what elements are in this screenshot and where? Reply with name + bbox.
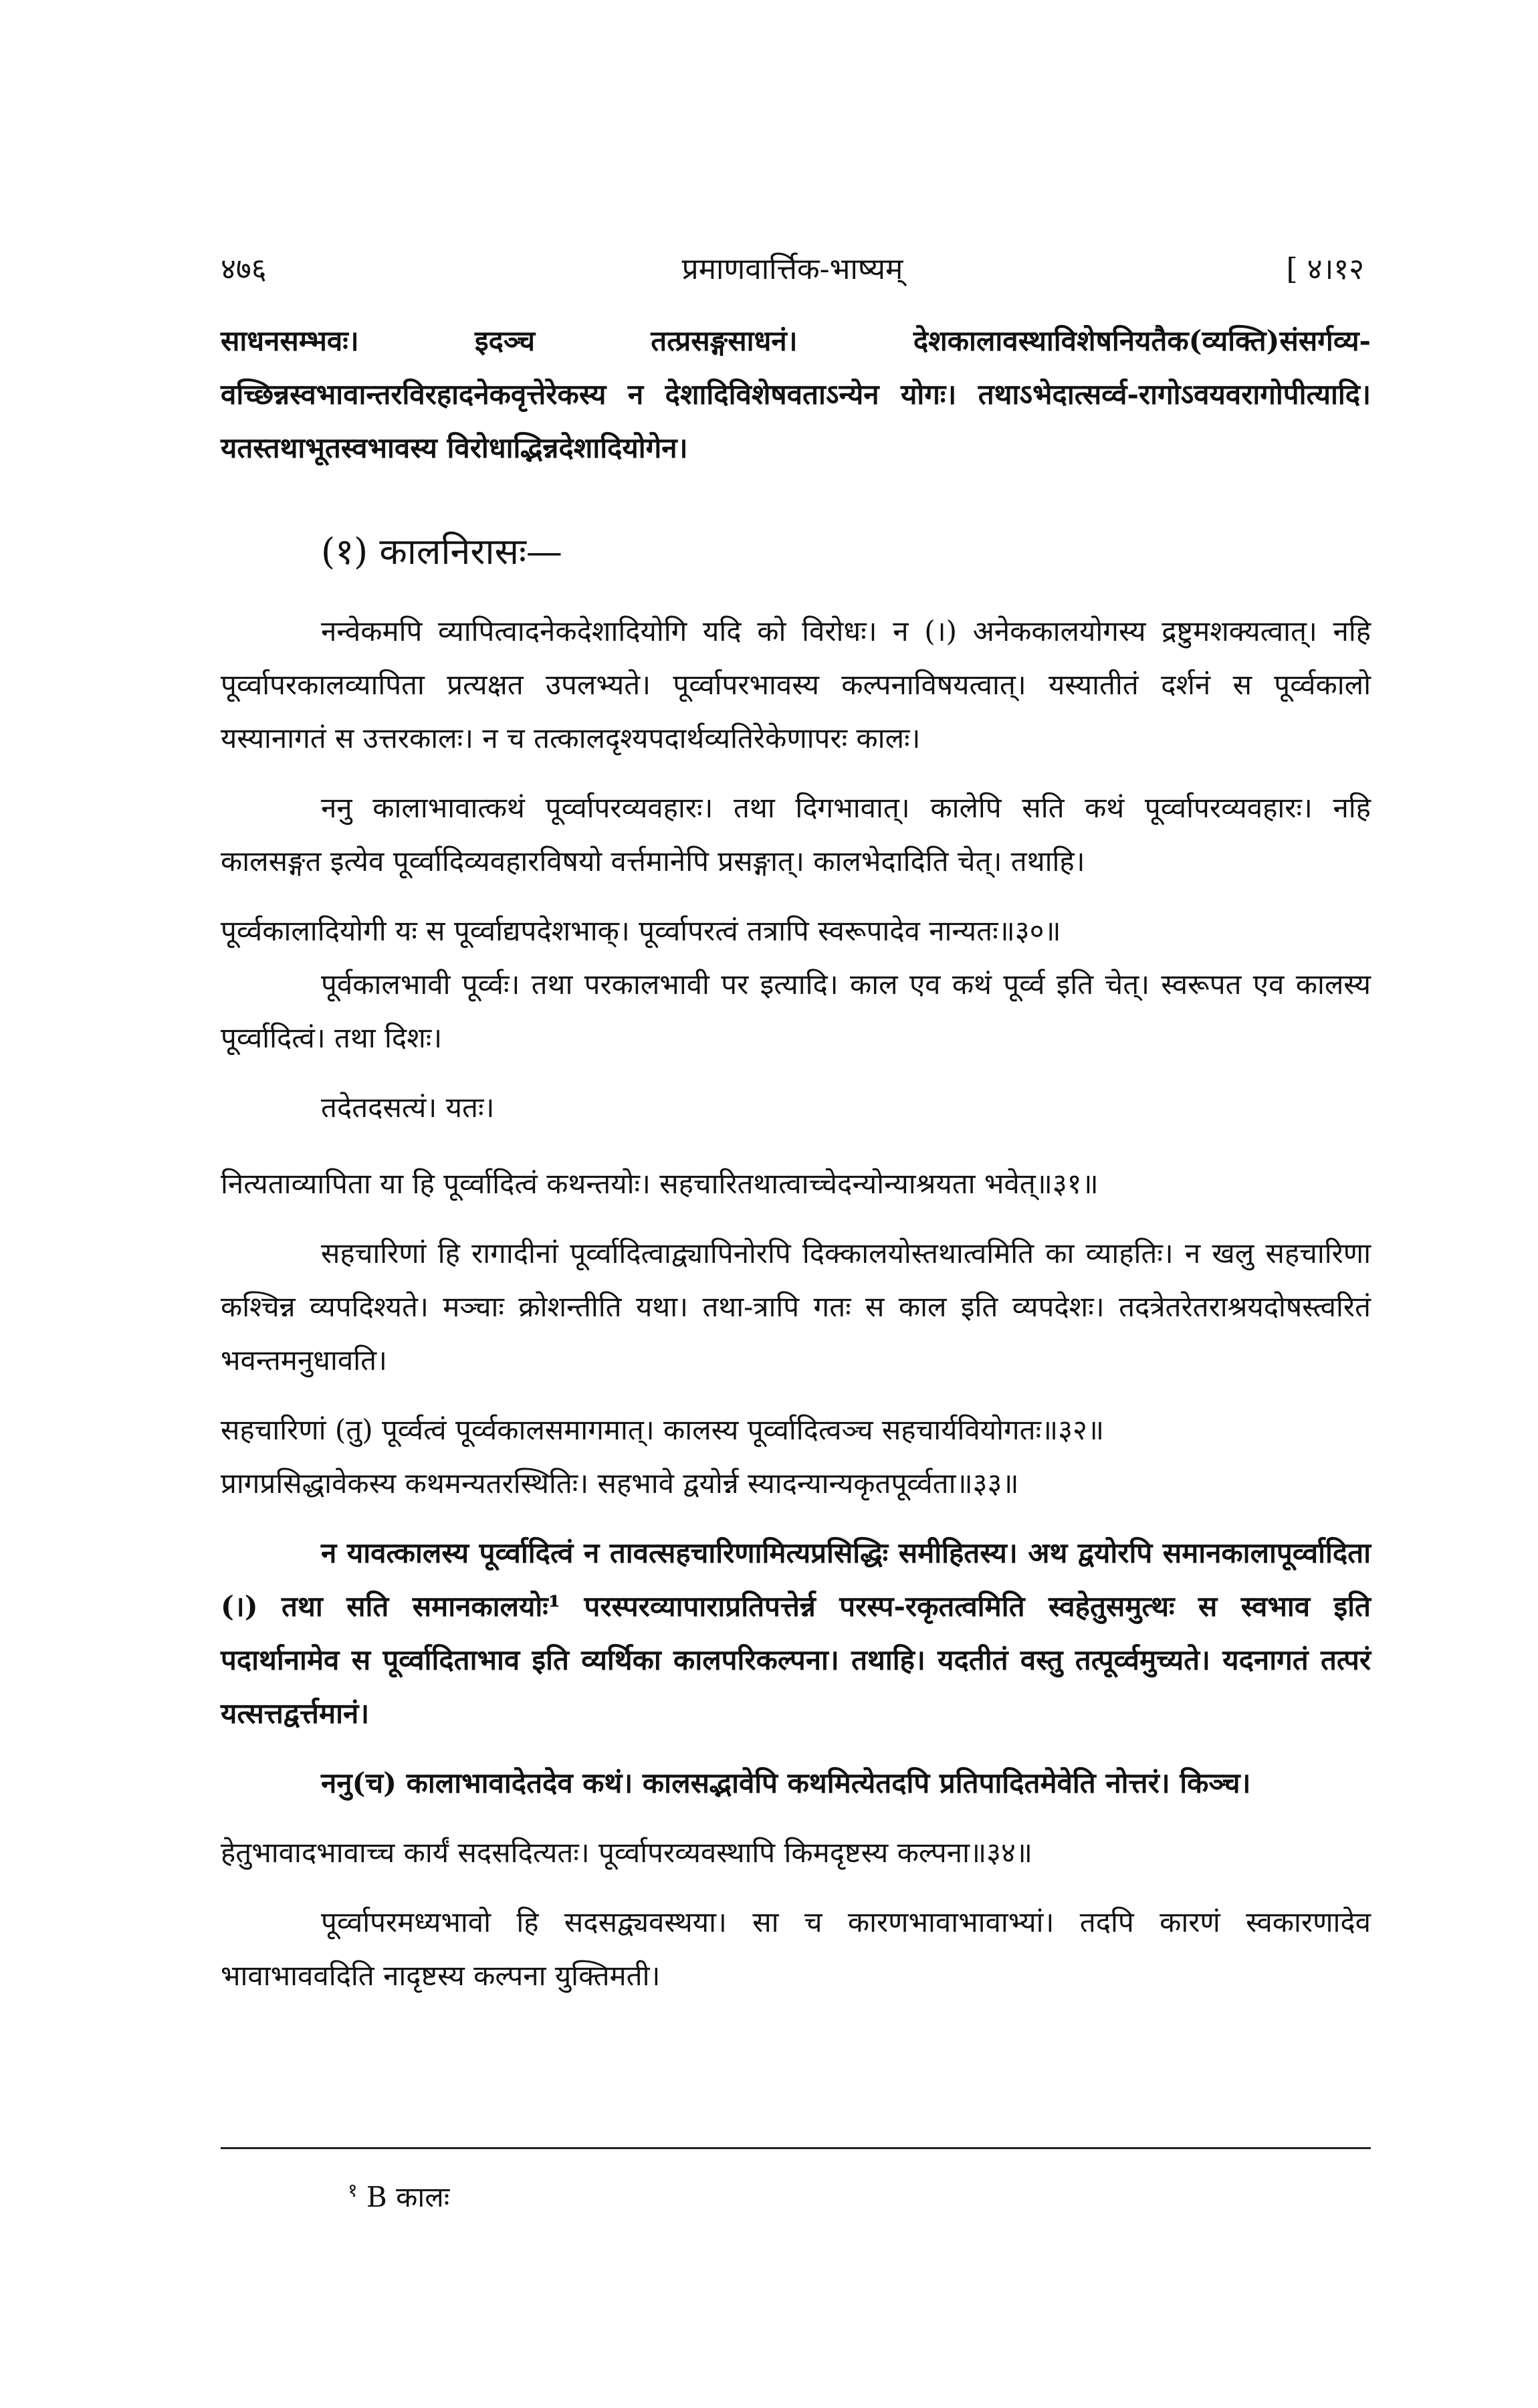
section-heading: (१) कालनिरासः— (321, 530, 562, 573)
verse: हेतुभावादभावाच्च कार्यं सदसदित्यतः। पूर्व्वापरव्यवस्थापि किमदृष्टस्य कल्पना॥३४॥ (221, 1836, 1032, 1869)
running-title: प्रमाणवार्त्तिक-भाष्यम् (681, 252, 903, 286)
paragraph: नन्वेकमपि व्यापित्वादनेकदेशादियोगि यदि को विरोधः। न (।) अनेककालयोगस्य द्रष्टुमशक्यत्वात्। नहि पूर्व्वापरकालव्यापिता प्रत्यक्षत उपलभ्यते। पूर्व्वापरभावस्य कल्पनाविषयत्वात्। यस्यातीतं दर्शनं स पूर्व्वकालो यस्यानागतं स उत्तरकालः। न च तत्कालदृश्यपदार्थव्यतिरेकेणापरः कालः। (221, 615, 1371, 755)
page-body (221, 314, 1371, 2003)
verse: सहचारिणां (तु) पूर्व्वत्वं पूर्व्वकालसमागमात्। कालस्य पूर्व्वादित्वञ्च सहचार्यवियोगतः॥३२॥ (221, 1413, 1105, 1446)
footnote-divider (221, 2147, 1371, 2149)
opening-paragraph: साधनसम्भवः। इदञ्च तत्प्रसङ्गसाधनं। देशकालावस्थाविशेषनियतैक(व्यक्ति)संसर्गव्य-वच्छिन्नस्वभावान्तरविरहादनेकवृत्तेरेकस्य न देशादिविशेषवताऽन्येन योगः। तथाऽभेदात्सर्व्व-रागोऽवयवरागोपीत्यादि। यतस्तथाभूतस्वभावस्य विरोधाद्भिन्नदेशादियोगेन। (221, 324, 1371, 464)
section-reference: [ ४।१२ (1286, 252, 1364, 286)
paragraph: ननु कालाभावात्कथं पूर्व्वापरव्यवहारः। तथा दिगभावात्। कालेपि सति कथं पूर्व्वापरव्यवहारः। नहि कालसङ्गत इत्येव पूर्व्वादिव्यवहारविषयो वर्त्तमानेपि प्रसङ्गात्। कालभेदादिति चेत्। तथाहि। (221, 791, 1371, 878)
footnote (348, 2167, 449, 2221)
footnote-text: B कालः (366, 2181, 450, 2213)
running-header (221, 247, 1364, 294)
paragraph: सहचारिणां हि रागादीनां पूर्व्वादित्वाद्व्यापिनोरपि दिक्कालयोस्तथात्वमिति का व्याहतिः। न खलु सहचारिणा कश्चिन्न व्यपदिश्यते। मञ्चाः क्रोशन्तीति यथा। तथा-त्रापि गतः स काल इति व्यपदेशः। तदत्रेतरेतराश्रयदोषस्त्वरितं भवन्तमनुधावति। (221, 1237, 1371, 1377)
verse: प्रागप्रसिद्धावेकस्य कथमन्यतरस्थितिः। सहभावे द्वयोर्न्न स्यादन्यान्यकृतपूर्व्वता॥३३॥ (221, 1467, 1019, 1500)
paragraph: तदेतदसत्यं। यतः। (321, 1091, 495, 1124)
paragraph: पूर्व्वापरमध्यभावो हि सदसद्व्यवस्थया। सा च कारणभावाभावाभ्यां। तदपि कारणं स्वकारणादेव भावाभाववदिति नादृष्टस्य कल्पना युक्तिमती। (221, 1906, 1371, 1992)
footnote-mark: १ (348, 2179, 358, 2201)
verse: पूर्व्वकालादियोगी यः स पूर्व्वाद्यपदेशभाक्। पूर्व्वापरत्वं तत्रापि स्वरूपादेव नान्यतः॥३०॥ (221, 914, 1061, 947)
verse: नित्यताव्यापिता या हि पूर्व्वादित्वं कथन्तयोः। सहचारितथात्वाच्चेदन्योन्याश्रयता भवेत्॥३१॥ (221, 1167, 1099, 1200)
page-number: ४७६ (221, 252, 267, 286)
paragraph: ननु(च) कालाभावादेतदेव कथं। कालसद्भावेपि कथमित्येतदपि प्रतिपादितमेवेति नोत्तरं। किञ्च। (321, 1767, 1251, 1799)
paragraph: पूर्वकालभावी पूर्व्वः। तथा परकालभावी पर इत्यादि। काल एव कथं पूर्व्व इति चेत्। स्वरूपत एव कालस्य पूर्व्वादित्वं। तथा दिशः। (221, 968, 1371, 1054)
paragraph: न यावत्कालस्य पूर्व्वादित्वं न तावत्सहचारिणामित्यप्रसिद्धिः समीहितस्य। अथ द्वयोरपि समानकालापूर्व्वादिता (।) तथा सति समानकालयोः¹ परस्परव्यापाराप्रतिपत्तेर्न्न परस्प-रकृतत्वमिति स्वहेतुसमुत्थः स स्वभाव इति पदार्थानामेव स पूर्व्वादिताभाव इति व्यर्थिका कालपरिकल्पना। तथाहि। यदतीतं वस्तु तत्पूर्व्वमुच्यते। यदनागतं तत्परं यत्सत्तद्वर्त्तमानं। (221, 1536, 1371, 1730)
